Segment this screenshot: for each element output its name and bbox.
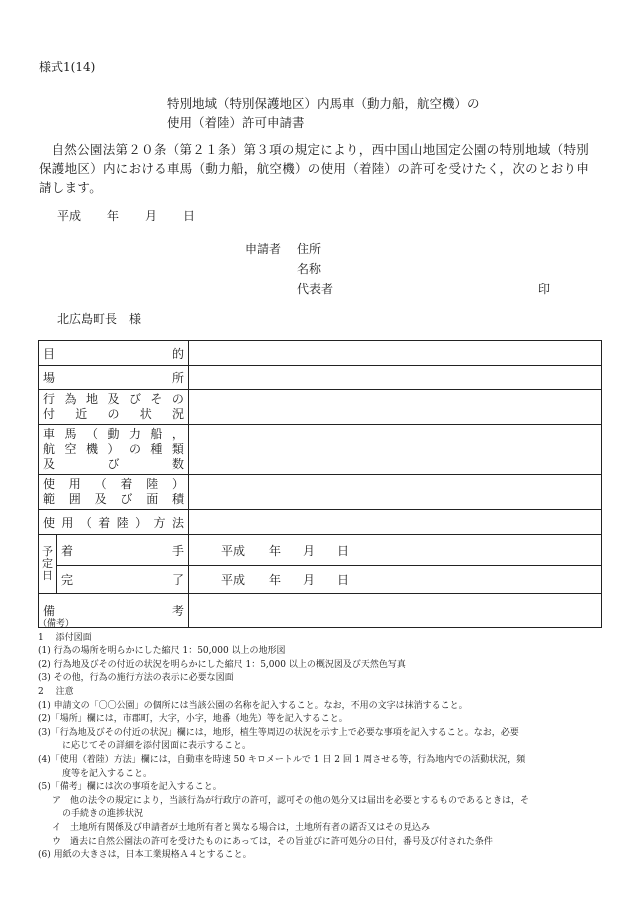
note-line: (1) 申請文の「〇〇公園」の個所には当該公園の名称を記入すること。なお，不用の文字は抹消すること。 — [38, 700, 468, 711]
form-number: 様式1(14) — [39, 60, 96, 74]
note-line: (2) 行為地及びその付近の状況を明らかにした縮尺 1：5,000 以上の概況図及び天然色写真 — [38, 659, 406, 670]
purpose-field[interactable] — [189, 341, 602, 366]
location-field[interactable] — [189, 366, 602, 390]
date-day: 日 — [183, 209, 196, 223]
end-date-field[interactable]: 平成 年 月 日 — [189, 566, 602, 594]
row-end: 完 了 平成 年 月 日 — [39, 566, 602, 594]
seal-mark: 印 — [538, 282, 551, 296]
row-start: 予 定 日 着 手 平成 年 月 日 — [39, 535, 602, 566]
note-line: (2)「場所」欄には，市郡町，大字，小字，地番（地先）等を記入すること。 — [38, 714, 348, 725]
title-line-1: 特別地域（特別保護地区）内馬車（動力船，航空機）の — [167, 96, 480, 111]
note-line: 度等を記入すること。 — [62, 768, 153, 779]
row-situation — [39, 390, 602, 425]
applicant-address-label: 住所 — [297, 242, 322, 256]
addressee: 北広島町長 様 — [57, 312, 142, 326]
area-field[interactable] — [189, 475, 602, 510]
row-method — [39, 510, 602, 535]
method-field[interactable] — [189, 510, 602, 535]
remarks-label: 備 考 — [43, 604, 184, 618]
note-line: (1) 行為の場所を明らかにした縮尺 1：50,000 以上の地形図 — [38, 646, 286, 657]
vehicle-field[interactable] — [189, 425, 602, 475]
situation-field[interactable] — [189, 390, 602, 425]
note-line: の手続きの進捗状況 — [62, 809, 144, 820]
note-line: ウ 過去に自然公園法の許可を受けたものにあっては，その旨並びに許可処分の日付，番号及び付された条件 — [52, 836, 493, 847]
note-line: (4)「使用（着陸）方法」欄には，自動車を時速 50 キロメートルで 1 日 2 回 1 周させる等，行為地内での活動状況，頻 — [38, 754, 526, 765]
note-line: 2 注意 — [38, 686, 74, 697]
situation-label-2: 付 近 の 状 況 — [43, 407, 184, 421]
title-line-2: 使用（着陸）許可申請書 — [167, 115, 305, 130]
application-date — [57, 207, 195, 224]
note-line: 1 添付図面 — [38, 632, 92, 643]
location-label: 場 所 — [43, 371, 184, 385]
note-line: (6) 用紙の大きさは，日本工業規格Ａ４とすること。 — [38, 850, 252, 861]
schedule-label: 予 定 日 — [39, 535, 57, 594]
row-purpose — [39, 341, 602, 366]
area-label-2: 範 囲 及 び 面 積 — [43, 492, 184, 506]
applicant-label: 申請者 — [245, 242, 282, 256]
purpose-label: 目 的 — [43, 346, 184, 361]
row-location — [39, 366, 602, 390]
situation-label-1: 行 為 地 及 び そ の — [43, 392, 184, 406]
method-label: 使 用 （ 着 陸 ） 方 法 — [43, 515, 184, 530]
applicant-name-label: 名称 — [297, 262, 322, 276]
row-area — [39, 475, 602, 510]
notes-heading: （備考） — [38, 619, 75, 629]
applicant-representative-label: 代表者 — [297, 282, 334, 296]
note-line: ア 他の法令の規定により，当該行為が行政庁の許可，認可その他の処分又は届出を必要とするものであるときは，そ — [52, 795, 530, 806]
note-line: に応じてその詳細を添付図面に表示すること。 — [62, 741, 252, 752]
area-label-1: 使 用 （ 着 陸 ） — [43, 477, 184, 491]
row-vehicle — [39, 425, 602, 475]
vehicle-label-1: 車 馬 （ 動 力 船 ， — [43, 427, 184, 441]
date-year: 年 — [107, 209, 120, 223]
vehicle-label-3: 及 び 数 — [43, 457, 184, 471]
note-line: (3) その他，行為の施行方法の表示に必要な図面 — [38, 673, 234, 684]
note-line: イ 土地所有関係及び申請者が土地所有者と異なる場合は，土地所有者の諾否又はその見込み — [52, 822, 431, 833]
date-month: 月 — [145, 209, 158, 223]
application-table — [38, 340, 602, 628]
note-line: (5)「備考」欄には次の事項を記入すること。 — [38, 782, 222, 793]
intro-paragraph: 自然公園法第２０条（第２１条）第３項の規定により，西中国山地国定公園の特別地域（特別保護地区）内における車馬（動力船，航空機）の使用（着陸）の許可を受けたく，次のとおり申請します。 — [39, 142, 590, 195]
note-line: (3)「行為地及びその付近の状況」欄には，地形，植生等周辺の状況を示す上で必要な事項を記入すること。なお，必要 — [38, 727, 519, 738]
date-era: 平成 — [57, 209, 82, 223]
vehicle-label-2: 航 空 機 ） の 種 類 — [43, 442, 184, 456]
start-date-field[interactable]: 平成 年 月 日 — [189, 535, 602, 566]
notes-section — [38, 618, 608, 863]
